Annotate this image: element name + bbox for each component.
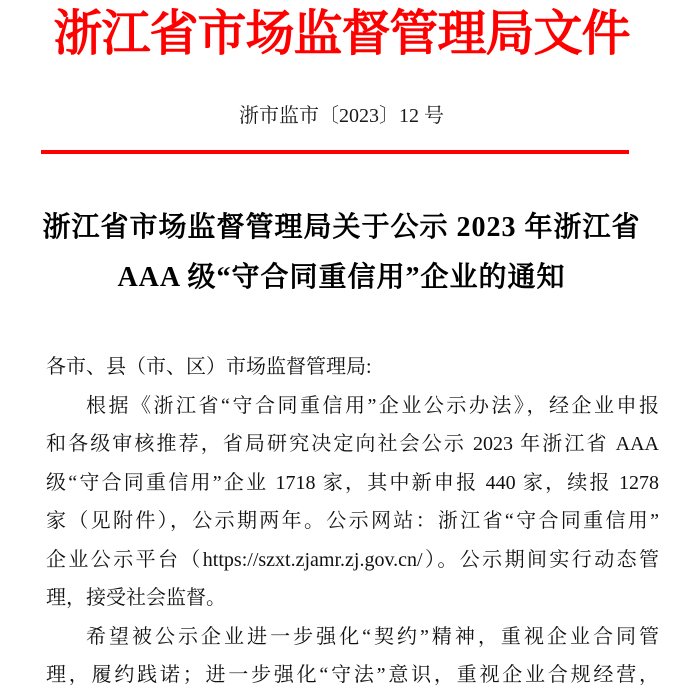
paragraph2-line-2: 理，履约践诺；进一步强化“守法”意识，重视企业合规经营， [46, 664, 659, 686]
letterhead-org-title: 浙江省市场监督管理局文件 [53, 6, 630, 61]
paragraph2-line-1: 希望被公示企业进一步强化“契约”精神，重视企业合同管 [86, 625, 659, 648]
notice-title-line-2: AAA 级“守合同重信用”企业的通知 [117, 262, 566, 293]
paragraph1-line-2: 和各级审核推荐，省局研究决定向社会公示 2023 年浙江省 AAA [46, 433, 659, 455]
red-divider-line [41, 150, 629, 154]
paragraph1-line-3: 级“守合同重信用”企业 1718 家，其中新申报 440 家，续报 1278 [46, 471, 659, 494]
paragraph1-line-5: 企业公示平台（https://szxt.zjamr.zj.gov.cn/）。公示期间实行动态管 [46, 548, 659, 571]
document-number: 浙市监市〔2023〕12 号 [239, 105, 444, 127]
salutation-line: 各市、县（市、区）市场监督管理局: [46, 356, 372, 378]
paragraph1-line-1: 根据《浙江省“守合同重信用”企业公示办法》，经企业申报 [86, 394, 659, 417]
notice-title [0, 203, 683, 303]
paragraph1-line-6: 理，接受社会监督。 [46, 587, 226, 609]
notice-title-line-1: 浙江省市场监督管理局关于公示 2023 年浙江省 [42, 212, 641, 243]
notice-body [0, 348, 683, 691]
paragraph1-line-4: 家（见附件），公示期两年。公示网站：浙江省“守合同重信用” [46, 510, 659, 532]
